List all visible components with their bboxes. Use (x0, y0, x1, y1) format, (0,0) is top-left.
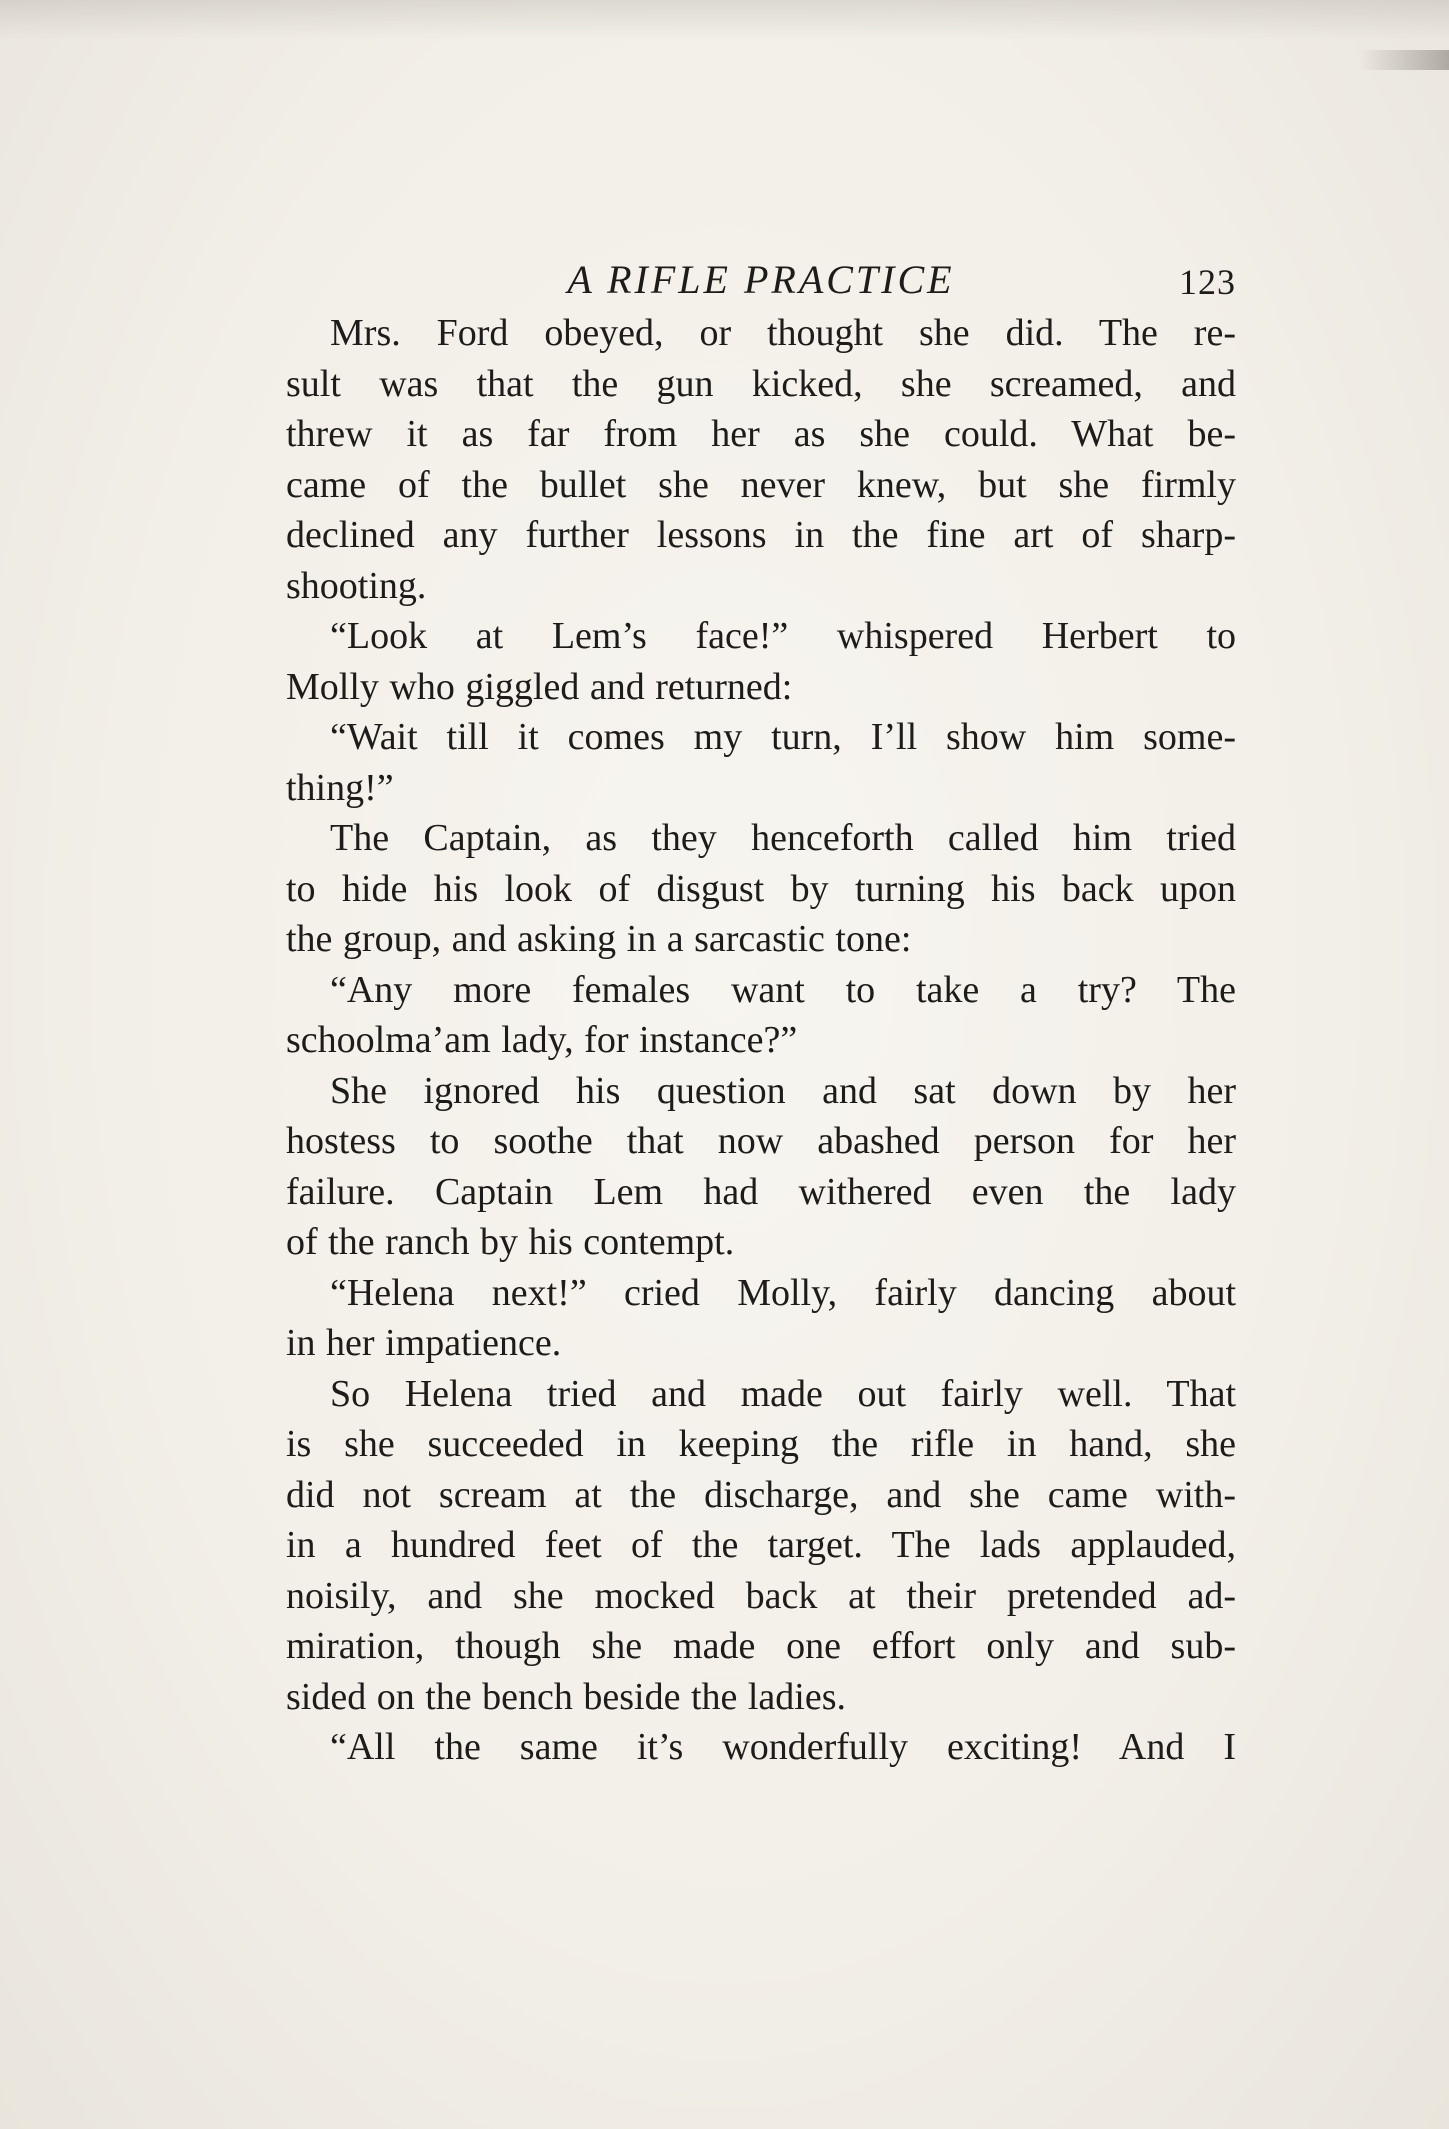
text-line: sult was that the gun kicked, she screamed, and (286, 362, 1236, 405)
text-line: “Wait till it comes my turn, I’ll show him some- (330, 716, 1236, 758)
text-line: “Helena next!” cried Molly, fairly dancing about (330, 1271, 1236, 1314)
text-line: The Captain, as they henceforth called him tried (330, 817, 1236, 859)
text-line: thing!” (286, 766, 394, 809)
text-line: Molly who giggled and returned: (286, 665, 793, 708)
text-line: of the ranch by his contempt. (286, 1221, 735, 1263)
running-title: A RIFLE PRACTICE (567, 257, 955, 302)
text-line: Mrs. Ford obeyed, or thought she did. The re- (330, 312, 1236, 354)
body-text (286, 308, 1236, 1773)
scan-shadow-right (1359, 50, 1449, 70)
text-line: miration, though she made one effort only and sub- (286, 1625, 1236, 1667)
text-line: “Any more females want to take a try? The (330, 968, 1236, 1011)
text-line: She ignored his question and sat down by her (330, 1069, 1236, 1112)
text-line: “All the same it’s wonderfully exciting! And I (330, 1726, 1236, 1768)
text-line: “Look at Lem’s face!” whispered Herbert to (330, 615, 1236, 657)
text-line: in her impatience. (286, 1322, 562, 1364)
scan-shadow-top (0, 0, 1449, 40)
text-line: threw it as far from her as she could. What be- (286, 413, 1236, 455)
text-line: hostess to soothe that now abashed person for her (286, 1120, 1236, 1162)
page-number: 123 (1179, 262, 1236, 302)
text-line: noisily, and she mocked back at their pretended ad- (286, 1574, 1236, 1617)
text-line: did not scream at the discharge, and she came with- (286, 1473, 1236, 1516)
text-line: So Helena tried and made out fairly well. That (330, 1372, 1236, 1415)
text-line: shooting. (286, 564, 427, 607)
text-line: schoolma’am lady, for instance?” (286, 1019, 798, 1061)
text-line: sided on the bench beside the ladies. (286, 1675, 847, 1718)
text-line: the group, and asking in a sarcastic tone: (286, 918, 912, 960)
text-line: failure. Captain Lem had withered even the lady (286, 1170, 1236, 1213)
text-line: in a hundred feet of the target. The lads applauded, (286, 1524, 1236, 1566)
text-line: came of the bullet she never knew, but she firmly (286, 463, 1236, 506)
text-line: to hide his look of disgust by turning his back upon (286, 867, 1236, 910)
page-header (286, 250, 1236, 310)
text-line: is she succeeded in keeping the rifle in hand, she (286, 1423, 1236, 1465)
text-line: declined any further lessons in the fine art of sharp- (286, 514, 1236, 556)
